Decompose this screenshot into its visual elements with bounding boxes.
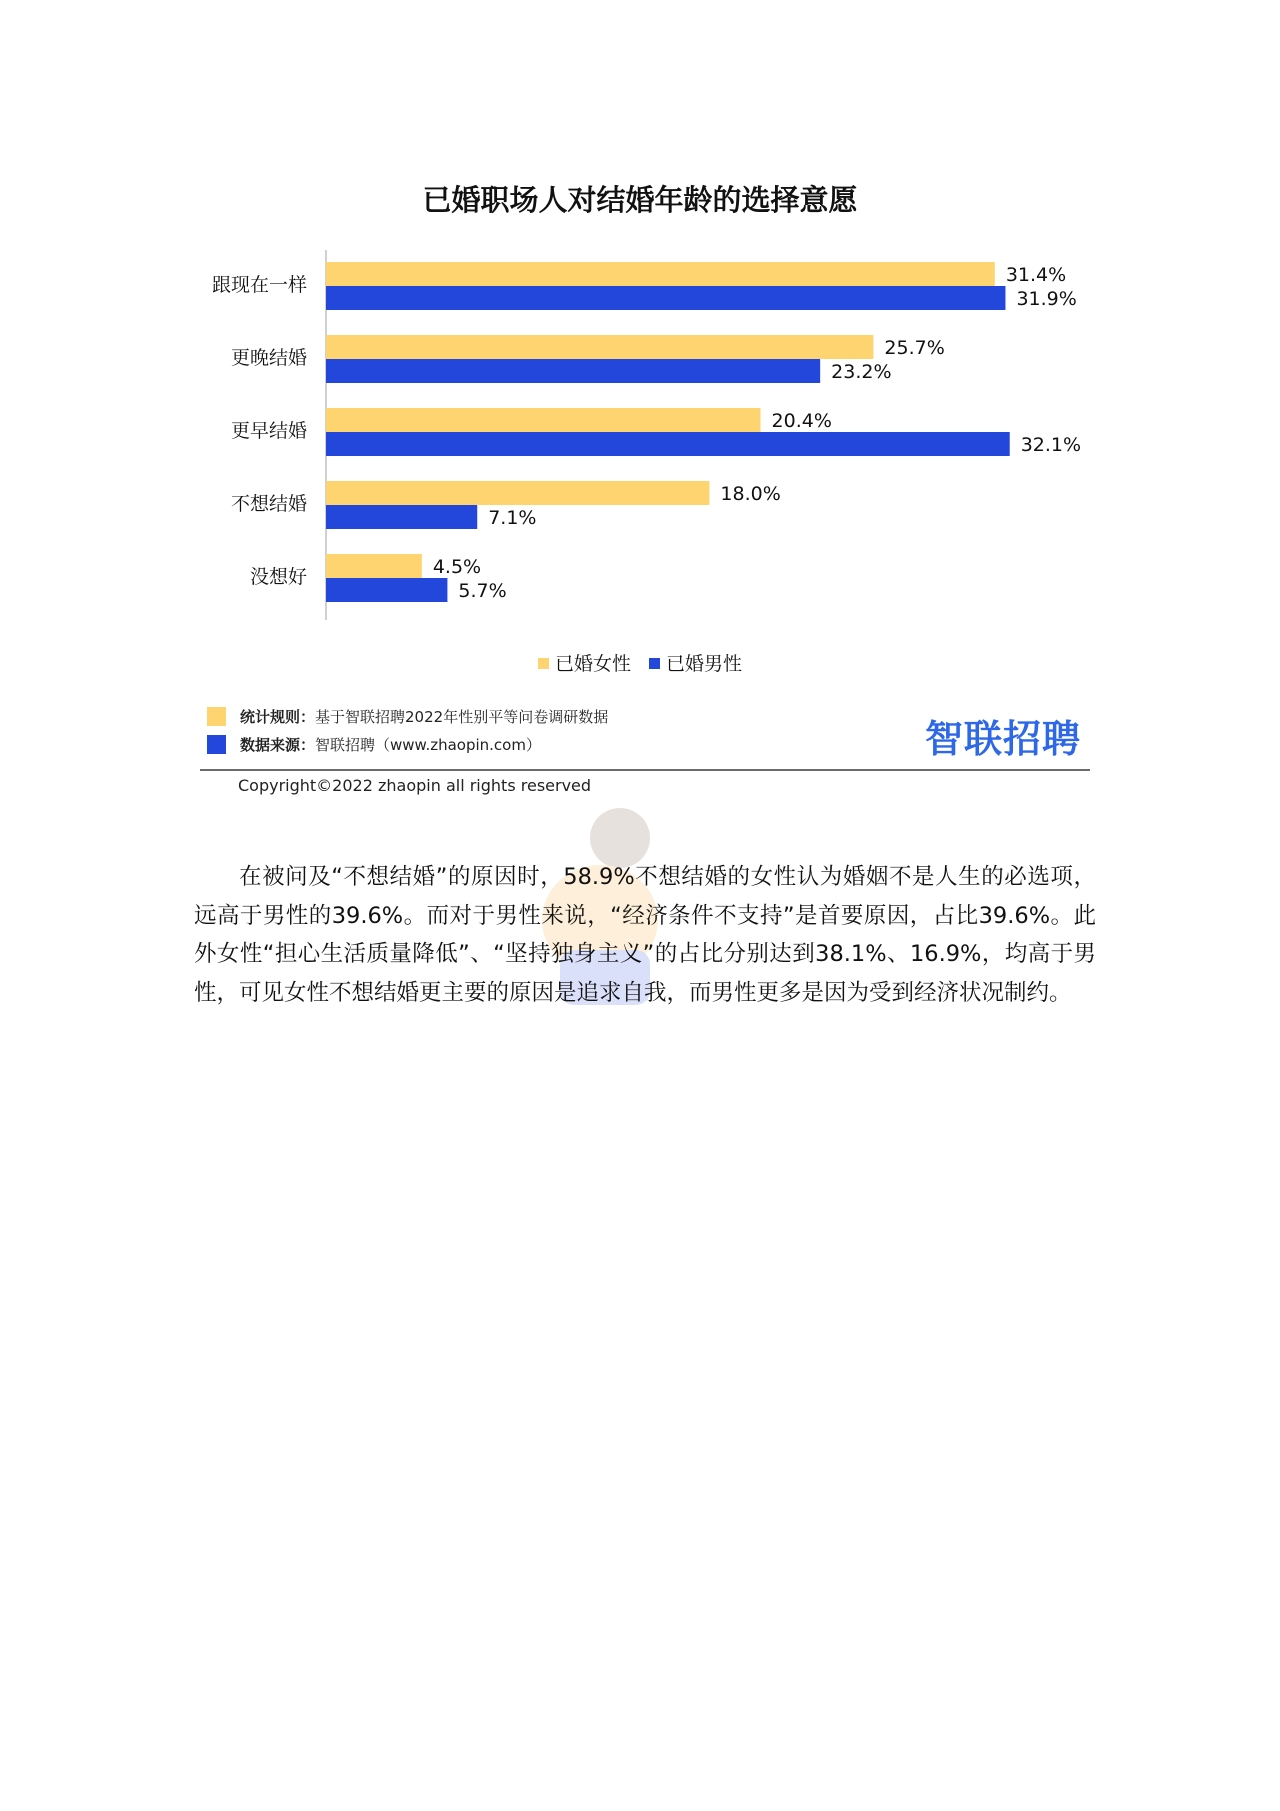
category-label: 不想结婚 — [230, 493, 307, 515]
bar-female — [326, 335, 873, 359]
copyright: Copyright©2022 zhaopin all rights reserved — [238, 776, 592, 795]
legend-label-female: 已婚女性 — [554, 653, 631, 675]
data-label: 20.4% — [771, 410, 832, 432]
footer-source-text: 智联招聘（www.zhaopin.com） — [315, 736, 541, 754]
chart-title: 已婚职场人对结婚年龄的选择意愿 — [422, 183, 858, 217]
category-label: 跟现在一样 — [211, 274, 307, 296]
legend-swatch-male — [649, 658, 660, 669]
data-label: 31.9% — [1016, 288, 1077, 310]
data-label: 31.4% — [1005, 264, 1067, 286]
bar-male — [326, 505, 477, 529]
bar-female — [326, 408, 761, 432]
category-label: 更晚结婚 — [230, 347, 307, 369]
data-label: 32.1% — [1020, 434, 1082, 456]
footer-rule-label: 统计规则： — [240, 708, 316, 726]
data-label: 7.1% — [488, 507, 537, 529]
footer-source-label: 数据来源： — [240, 736, 316, 754]
bar-female — [326, 262, 995, 286]
bar-male — [326, 578, 447, 602]
body-paragraph: 在被问及“不想结婚”的原因时，58.9%不想结婚的女性认为婚姻不是人生的必选项，远高于男性的39.6%。而对于男性来说，“经济条件不支持”是首要原因，占比39.6%。此外女性“担心生活质量降低”、“坚持独身主义”的占比分别达到38.1%、16.9%，均高于男性，可见女性不想结婚更主要的原因是追求自我，而男性更多是因为受到经济状况制约。 — [194, 864, 1096, 1006]
bar-male — [326, 359, 820, 383]
footer-source-row — [207, 734, 541, 755]
brand-logo: 智联招聘 — [925, 717, 1082, 761]
footer-rule-text: 基于智联招聘2022年性别平等问卷调研数据 — [315, 708, 609, 726]
footer-source-swatch — [207, 735, 226, 754]
chart-legend — [0, 649, 1280, 676]
category-label: 没想好 — [249, 566, 307, 588]
bar-female — [326, 554, 422, 578]
body-text — [194, 858, 1096, 1012]
legend-swatch-female — [538, 658, 549, 669]
bar-male — [326, 286, 1005, 310]
bar-male — [326, 432, 1010, 456]
footer-rule-row — [207, 706, 608, 727]
data-label: 18.0% — [720, 483, 781, 505]
legend-label-male: 已婚男性 — [666, 653, 743, 675]
footer-divider — [200, 769, 1090, 771]
data-label: 4.5% — [432, 556, 482, 578]
legend-item-female — [538, 649, 631, 676]
bar-chart — [0, 0, 1280, 640]
data-label: 5.7% — [458, 580, 507, 602]
footer-rule-swatch — [207, 707, 226, 726]
data-label: 23.2% — [831, 361, 892, 383]
legend-item-male — [649, 649, 742, 676]
category-label: 更早结婚 — [230, 420, 307, 442]
bar-female — [326, 481, 709, 505]
data-label: 25.7% — [884, 337, 945, 359]
